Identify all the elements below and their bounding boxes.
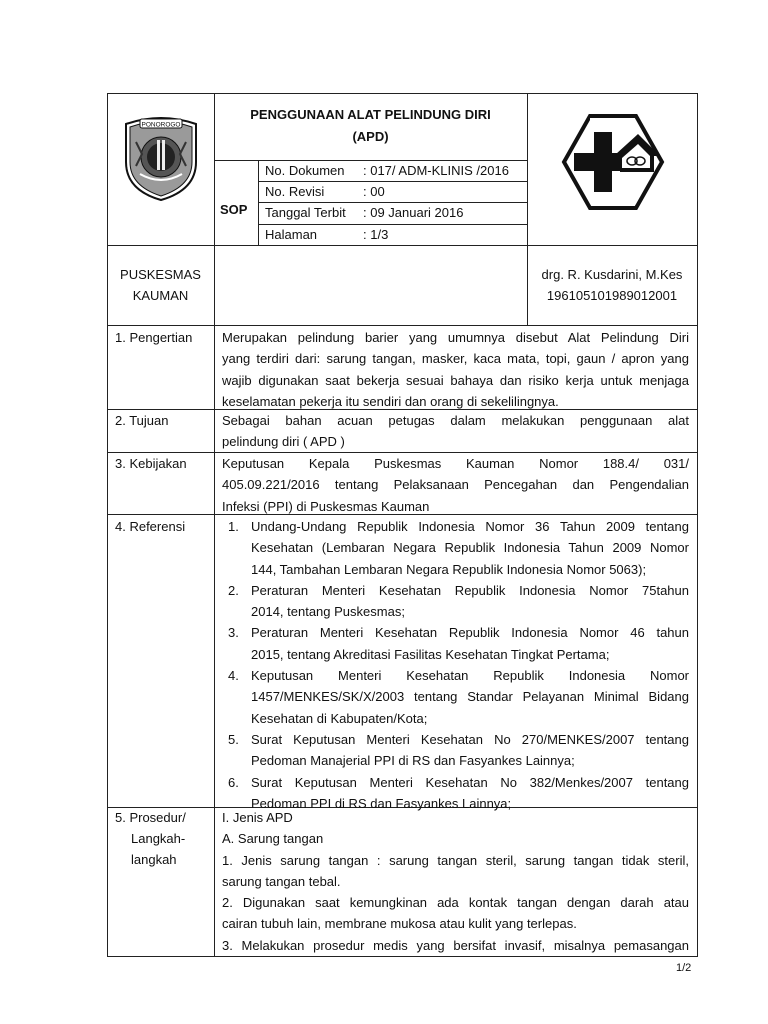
signer-nip: 196105101989012001 <box>546 288 678 303</box>
text-line: Sebagai bahan acuan petugas dalam melakukan penggunaan alat <box>222 413 689 428</box>
text-line: Surat Keputusan Menteri Kesehatan No 382/Menkes/2007 tentang <box>251 774 689 790</box>
list-number: 2. <box>228 582 239 598</box>
section-label-prosedur-line3: langkah <box>131 852 177 867</box>
list-number: 4. <box>228 668 239 684</box>
text-line: 405.09.221/2016 tentang Pelaksanaan Pencegahan dan Pengendalian <box>222 477 689 493</box>
header-bottom-line <box>107 245 698 246</box>
list-item <box>214 665 689 729</box>
text-line: Peraturan Menteri Kesehatan Republik Indonesia Nomor 46 tahun <box>251 625 689 641</box>
list-number: 6. <box>228 774 239 790</box>
text-line: Keputusan Kepala Puskesmas Kauman Nomor 188.4/ 031/ <box>222 456 689 471</box>
text-line: 1. Jenis sarung tangan : sarung tangan steril, sarung tangan tidak steril, <box>222 852 689 868</box>
document-title-line1: PENGGUNAAN ALAT PELINDUNG DIRI <box>250 107 491 122</box>
section-content-prosedur <box>222 807 689 956</box>
text-line: pelindung diri ( APD ) <box>222 434 345 450</box>
text-line: Surat Keputusan Menteri Kesehatan No 270/MENKES/2007 tentang <box>251 731 689 747</box>
text-line: Undang-Undang Republik Indonesia Nomor 36 Tahun 2009 tentang <box>251 519 689 534</box>
org-name-line2: KAUMAN <box>132 288 189 303</box>
puskesmas-logo <box>560 112 666 212</box>
section-label-tujuan: 2. Tujuan <box>115 413 169 428</box>
section-label-referensi: 4. Referensi <box>115 519 186 534</box>
list-item <box>214 729 689 772</box>
list-item <box>214 580 689 623</box>
section-label-kebijakan: 3. Kebijakan <box>115 456 187 471</box>
doc-info-label: No. Dokumen <box>265 163 345 178</box>
doc-info-value: : 1/3 <box>363 227 389 242</box>
document-title-line2: (APD) <box>352 129 389 144</box>
text-line: Keputusan Menteri Kesehatan Republik Indonesia Nomor <box>251 668 689 684</box>
doc-info-value: : 09 Januari 2016 <box>363 205 464 220</box>
signer-name: drg. R. Kusdarini, M.Kes <box>541 267 683 282</box>
doc-info-label: Tanggal Terbit <box>265 205 346 220</box>
text-line: Pedoman PPI di RS dan Fasyankes Lainnya; <box>251 795 512 811</box>
list-item <box>214 622 689 665</box>
text-line: yang terdiri dari: sarung tangan, masker, kaca mata, topi, gaun / apron yang <box>222 351 689 367</box>
page-number: 1/2 <box>676 962 692 974</box>
text-line: Merupakan pelindung barier yang umumnya disebut Alat Pelindung Diri <box>222 330 689 345</box>
ponorogo-seal-logo <box>118 112 204 202</box>
text-line: 3. Melakukan prosedur medis yang bersifat invasif, misalnya pemasangan <box>222 937 689 953</box>
section-content-kebijakan <box>222 453 689 517</box>
table-border-left <box>107 93 108 956</box>
table-border-right <box>697 93 698 956</box>
text-line: wajib digunakan saat bekerja sesuai bahaya dan risiko kerja untuk menjaga <box>222 372 689 388</box>
text-line: cairan tubuh lain, membrane mukosa atau kulit yang terlepas. <box>222 916 577 932</box>
section-line <box>107 325 698 326</box>
doc-info-value: : 00 <box>363 184 385 199</box>
list-number: 1. <box>228 519 239 534</box>
text-line: keselamatan pekerja itu sendiri dan orang di sekelilingnya. <box>222 393 559 409</box>
subheading: A. Sarung tangan <box>222 831 324 847</box>
section-label-prosedur-line2: Langkah- <box>131 831 186 846</box>
text-line: Kesehatan di Kabupaten/Kota; <box>251 710 428 726</box>
doc-info-value: : 017/ ADM-KLINIS /2016 <box>363 163 509 178</box>
section-content-pengertian <box>222 327 689 412</box>
svg-text:PONOROGO: PONOROGO <box>141 121 181 129</box>
list-item <box>214 516 689 580</box>
text-line: 2015, tentang Akreditasi Fasilitas Kesehatan Tingkat Pertama; <box>251 646 610 662</box>
sop-label: SOP <box>220 202 248 217</box>
text-line: sarung tangan tebal. <box>222 873 341 889</box>
table-border-bottom <box>107 956 698 957</box>
section-content-referensi <box>214 516 689 814</box>
text-line: Pedoman Manajerial PPI di RS dan Fasyankes Lainnya; <box>251 753 575 769</box>
text-line: Infeksi (PPI) di Puskesmas Kauman <box>222 498 430 514</box>
text-line: 2. Digunakan saat kemungkinan ada kontak tangan dengan darah atau <box>222 895 689 911</box>
section-content-tujuan <box>222 410 689 453</box>
list-number: 3. <box>228 625 239 641</box>
subheading: I. Jenis APD <box>222 810 293 825</box>
text-line: Peraturan Menteri Kesehatan Republik Indonesia Nomor 75tahun <box>251 582 689 598</box>
table-border-top <box>107 93 698 94</box>
text-line: 1457/MENKES/SK/X/2003 tentang Standar Pelayanan Minimal Bidang <box>251 689 689 705</box>
doc-info-label: Halaman <box>265 227 318 242</box>
doc-info-label: No. Revisi <box>265 184 325 199</box>
section-label-prosedur-line1: 5. Prosedur/ <box>115 810 186 825</box>
text-line: 144, Tambahan Lembaran Negara Republik Indonesia Nomor 5063); <box>251 561 647 577</box>
list-number: 5. <box>228 731 239 747</box>
text-line: 2014, tentang Puskesmas; <box>251 604 405 620</box>
org-name-line1: PUSKESMAS <box>120 267 201 282</box>
section-label-pengertian: 1. Pengertian <box>115 330 193 345</box>
text-line: Kesehatan (Lembaran Negara Republik Indonesia Tahun 2009 Nomor <box>251 540 689 556</box>
